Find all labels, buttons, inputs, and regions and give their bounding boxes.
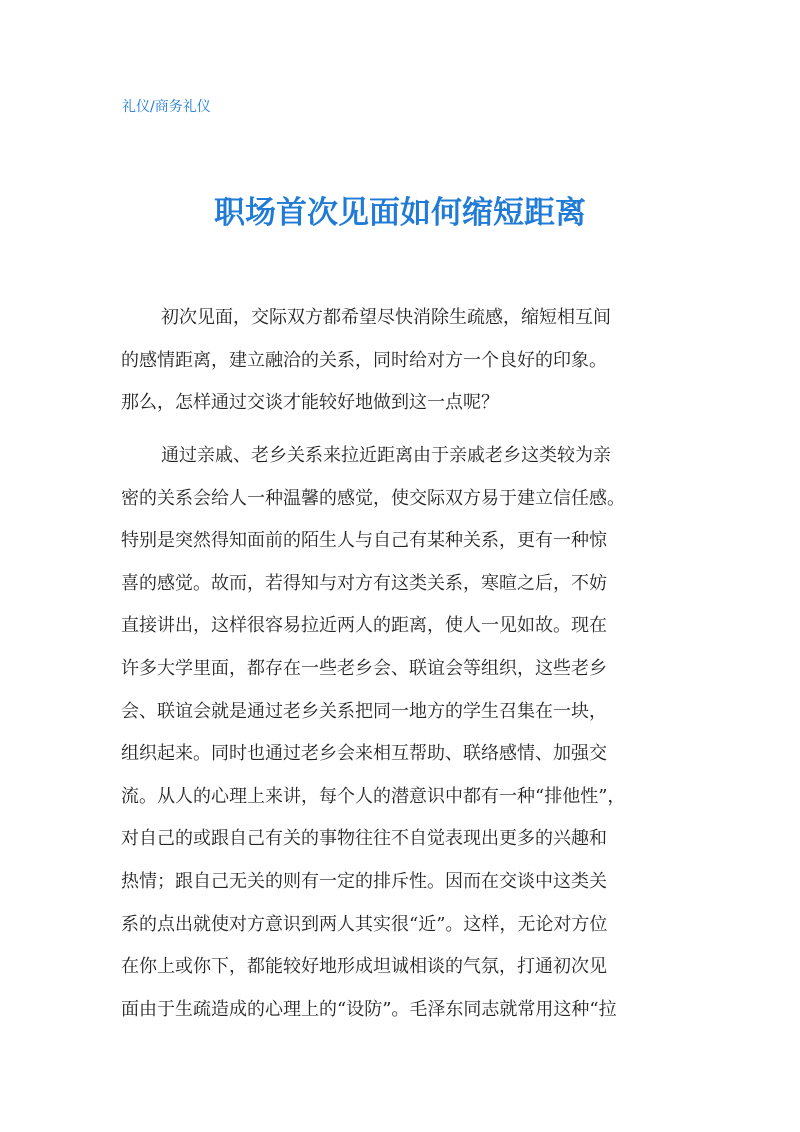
paragraph-line: 会、联谊会就是通过老乡关系把同一地方的学生召集在一块，	[121, 700, 607, 722]
paragraph-line: 特别是突然得知面前的陌生人与自己有某种关系，更有一种惊	[121, 530, 607, 552]
paragraph-line: 喜的感觉。故而，若得知与对方有这类关系，寒暄之后，不妨	[121, 572, 607, 594]
paragraph-line: 许多大学里面，都存在一些老乡会、联谊会等组织，这些老乡	[121, 657, 607, 679]
breadcrumb[interactable]: 礼仪/商务礼仪	[122, 99, 211, 115]
paragraph-line: 初次见面，交际双方都希望尽快消除生疏感，缩短相互间	[161, 307, 611, 328]
paragraph-line: 直接讲出，这样很容易拉近两人的距离，使人一见如故。现在	[121, 615, 607, 637]
paragraph-line: 通过亲戚、老乡关系来拉近距离由于亲戚老乡这类较为亲	[161, 445, 611, 466]
paragraph-line: 组织起来。同时也通过老乡会来相互帮助、联络感情、加强交	[121, 743, 607, 765]
paragraph-line: 热情；跟自己无关的则有一定的排斥性。因而在交谈中这类关	[121, 870, 607, 892]
paragraph-intro	[121, 297, 691, 425]
paragraph-line: 流。从人的心理上来讲，每个人的潜意识中都有一种“排他性”，	[121, 785, 626, 807]
paragraph-line: 在你上或你下，都能较好地形成坦诚相谈的气氛，打通初次见	[121, 956, 607, 978]
paragraph-line: 面由于生疏造成的心理上的“设防”。毛泽东同志就常用这种“拉	[121, 998, 617, 1020]
paragraph-body	[121, 435, 691, 1031]
paragraph-line: 那么，怎样通过交谈才能较好地做到这一点呢？	[121, 392, 499, 414]
paragraph-line: 密的关系会给人一种温馨的感觉，使交际双方易于建立信任感。	[121, 487, 625, 509]
paragraph-line: 的感情距离，建立融洽的关系，同时给对方一个良好的印象。	[121, 349, 607, 371]
paragraph-line: 对自己的或跟自己有关的事物往往不自觉表现出更多的兴趣和	[121, 828, 607, 850]
paragraph-line: 系的点出就使对方意识到两人其实很“近”。这样，无论对方位	[121, 913, 608, 935]
page-title: 职场首次见面如何缩短距离	[214, 195, 586, 231]
